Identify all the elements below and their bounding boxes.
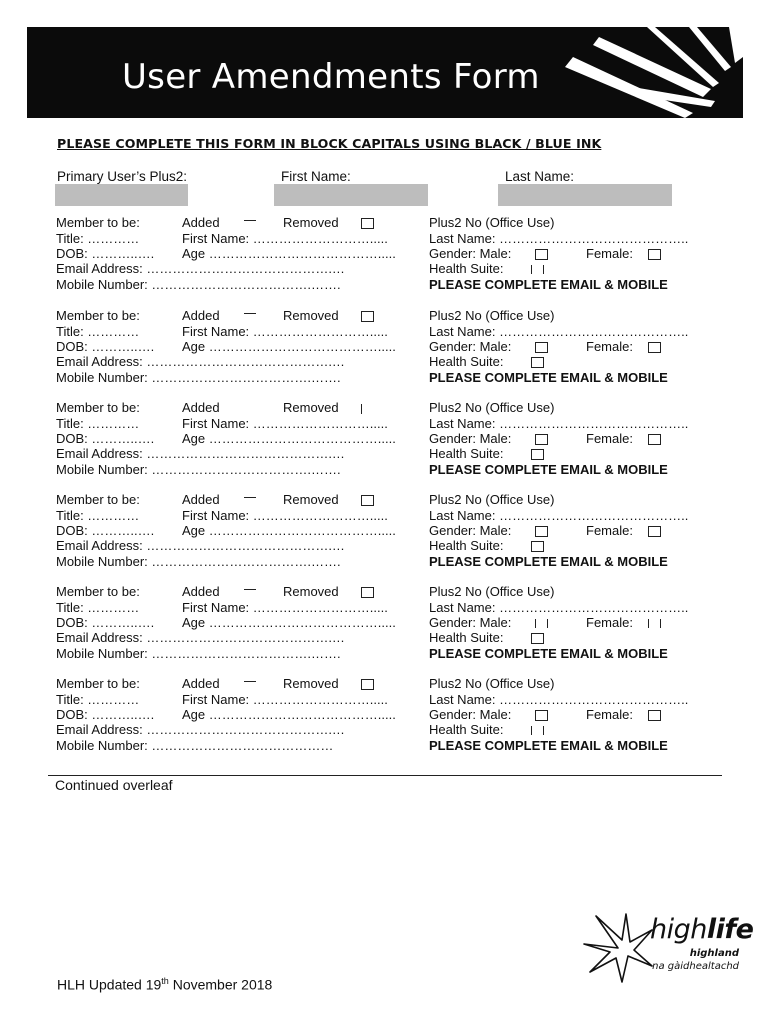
primary-plus2-label: Primary User’s Plus2: (57, 169, 188, 184)
email-field[interactable]: Email Address: …………………………………….… (56, 538, 345, 553)
health-suite-checkbox[interactable] (531, 541, 544, 552)
logo-wordmark: highlife (650, 914, 754, 945)
gender-male-label: Gender: Male: (429, 339, 512, 354)
female-label: Female: (586, 339, 633, 354)
plus2-office-label: Plus2 No (Office Use) (429, 492, 555, 507)
last-name-field[interactable]: Last Name: …………………………………….. (429, 324, 689, 339)
health-suite-checkbox[interactable] (531, 265, 544, 274)
email-mobile-notice: PLEASE COMPLETE EMAIL & MOBILE (429, 646, 668, 661)
primary-last-name-label: Last Name: (505, 169, 575, 184)
primary-first-name-label: First Name: (281, 169, 351, 184)
form-header (27, 27, 743, 118)
added-label: Added (182, 215, 220, 230)
email-mobile-notice: PLEASE COMPLETE EMAIL & MOBILE (429, 370, 668, 385)
male-checkbox[interactable] (535, 526, 548, 537)
removed-checkbox[interactable] (361, 587, 374, 598)
email-mobile-notice: PLEASE COMPLETE EMAIL & MOBILE (429, 738, 668, 753)
removed-checkbox[interactable] (361, 311, 374, 322)
health-suite-checkbox[interactable] (531, 449, 544, 460)
title-field[interactable]: Title: ………… (56, 231, 140, 246)
dob-field[interactable]: DOB: ………..…. (56, 523, 155, 538)
dob-field[interactable]: DOB: ………..…. (56, 707, 155, 722)
removed-label: Removed (283, 400, 339, 415)
gender-male-label: Gender: Male: (429, 615, 512, 630)
health-suite-label: Health Suite: (429, 261, 504, 276)
mobile-field[interactable]: Mobile Number: …………………………………… (56, 738, 334, 753)
health-suite-label: Health Suite: (429, 354, 504, 369)
member-to-be-label: Member to be: (56, 308, 140, 323)
health-suite-label: Health Suite: (429, 630, 504, 645)
first-name-field[interactable]: First Name: ………………………..... (182, 508, 388, 523)
added-checkbox[interactable] (244, 313, 256, 321)
plus2-office-label: Plus2 No (Office Use) (429, 215, 555, 230)
health-suite-label: Health Suite: (429, 446, 504, 461)
first-name-field[interactable]: First Name: ………………………..... (182, 231, 388, 246)
added-label: Added (182, 400, 220, 415)
mobile-field[interactable]: Mobile Number: ……………………………….……. (56, 370, 341, 385)
email-field[interactable]: Email Address: …………………………………….… (56, 630, 345, 645)
plus2-office-label: Plus2 No (Office Use) (429, 584, 555, 599)
logo-subtitle-gaelic: na gàidhealtachd (652, 961, 739, 972)
member-block (0, 492, 770, 572)
removed-checkbox[interactable] (361, 679, 374, 690)
dob-field[interactable]: DOB: ………..…. (56, 339, 155, 354)
form-title: User Amendments Form (122, 57, 540, 97)
member-to-be-label: Member to be: (56, 492, 140, 507)
male-checkbox[interactable] (535, 434, 548, 445)
title-field[interactable]: Title: ………… (56, 324, 140, 339)
email-mobile-notice: PLEASE COMPLETE EMAIL & MOBILE (429, 554, 668, 569)
added-label: Added (182, 492, 220, 507)
member-to-be-label: Member to be: (56, 676, 140, 691)
title-field[interactable]: Title: ………… (56, 600, 140, 615)
male-checkbox[interactable] (535, 342, 548, 353)
mobile-field[interactable]: Mobile Number: ……………………………….……. (56, 646, 341, 661)
brand-burst-graphic (543, 27, 743, 118)
age-field[interactable]: Age …………………………………..... (182, 615, 396, 630)
added-label: Added (182, 676, 220, 691)
female-checkbox[interactable] (648, 526, 661, 537)
last-name-field[interactable]: Last Name: …………………………………….. (429, 416, 689, 431)
mobile-field[interactable]: Mobile Number: ……………………………….……. (56, 462, 341, 477)
removed-checkbox[interactable] (361, 218, 374, 229)
last-name-field[interactable]: Last Name: …………………………………….. (429, 508, 689, 523)
email-field[interactable]: Email Address: …………………………………….… (56, 354, 345, 369)
removed-label: Removed (283, 215, 339, 230)
gender-male-label: Gender: Male: (429, 707, 512, 722)
dob-field[interactable]: DOB: ………..…. (56, 431, 155, 446)
first-name-field[interactable]: First Name: ………………………..... (182, 324, 388, 339)
primary-plus2-field[interactable] (55, 184, 188, 206)
first-name-field[interactable]: First Name: ………………………..... (182, 600, 388, 615)
male-checkbox[interactable] (535, 619, 548, 628)
first-name-field[interactable]: First Name: ………………………..... (182, 416, 388, 431)
female-label: Female: (586, 707, 633, 722)
removed-label: Removed (283, 308, 339, 323)
removed-checkbox[interactable] (361, 404, 362, 414)
removed-checkbox[interactable] (361, 495, 374, 506)
male-checkbox[interactable] (535, 710, 548, 721)
age-field[interactable]: Age …………………………………..... (182, 246, 396, 261)
email-field[interactable]: Email Address: …………………………………….… (56, 261, 345, 276)
member-to-be-label: Member to be: (56, 215, 140, 230)
added-checkbox[interactable] (244, 589, 256, 597)
female-checkbox[interactable] (648, 619, 661, 628)
section-divider (48, 775, 722, 776)
last-name-field[interactable]: Last Name: …………………………………….. (429, 231, 689, 246)
female-checkbox[interactable] (648, 710, 661, 721)
primary-first-name-field[interactable] (274, 184, 428, 206)
gender-male-label: Gender: Male: (429, 431, 512, 446)
member-block (0, 400, 770, 480)
member-to-be-label: Member to be: (56, 584, 140, 599)
member-block (0, 308, 770, 388)
removed-label: Removed (283, 584, 339, 599)
dob-field[interactable]: DOB: ………..…. (56, 246, 155, 261)
instructions-text: PLEASE COMPLETE THIS FORM IN BLOCK CAPITALS USING BLACK / BLUE INK (57, 136, 602, 151)
email-field[interactable]: Email Address: …………………………………….… (56, 446, 345, 461)
removed-label: Removed (283, 676, 339, 691)
female-label: Female: (586, 523, 633, 538)
member-block (0, 584, 770, 664)
plus2-office-label: Plus2 No (Office Use) (429, 308, 555, 323)
title-field[interactable]: Title: ………… (56, 508, 140, 523)
starburst-icon (582, 910, 654, 985)
mobile-field[interactable]: Mobile Number: ……………………………….……. (56, 554, 341, 569)
logo-subtitle-english: highland (689, 948, 739, 959)
female-checkbox[interactable] (648, 342, 661, 353)
last-name-field[interactable]: Last Name: …………………………………….. (429, 600, 689, 615)
added-checkbox[interactable] (244, 220, 256, 228)
member-block (0, 215, 770, 295)
removed-label: Removed (283, 492, 339, 507)
email-field[interactable]: Email Address: …………………………………….… (56, 722, 345, 737)
member-to-be-label: Member to be: (56, 400, 140, 415)
gender-male-label: Gender: Male: (429, 246, 512, 261)
mobile-field[interactable]: Mobile Number: ……………………………….……. (56, 277, 341, 292)
health-suite-checkbox[interactable] (531, 726, 544, 735)
plus2-office-label: Plus2 No (Office Use) (429, 676, 555, 691)
age-field[interactable]: Age …………………………………..... (182, 431, 396, 446)
male-checkbox[interactable] (535, 249, 548, 260)
last-name-field[interactable]: Last Name: …………………………………….. (429, 692, 689, 707)
email-mobile-notice: PLEASE COMPLETE EMAIL & MOBILE (429, 462, 668, 477)
title-field[interactable]: Title: ………… (56, 692, 140, 707)
added-checkbox[interactable] (244, 497, 256, 505)
female-checkbox[interactable] (648, 249, 661, 260)
female-label: Female: (586, 431, 633, 446)
primary-last-name-field[interactable] (498, 184, 672, 206)
health-suite-label: Health Suite: (429, 722, 504, 737)
continued-overleaf-note: Continued overleaf (55, 777, 173, 793)
dob-field[interactable]: DOB: ………..…. (56, 615, 155, 630)
female-checkbox[interactable] (648, 434, 661, 445)
plus2-office-label: Plus2 No (Office Use) (429, 400, 555, 415)
added-label: Added (182, 308, 220, 323)
age-field[interactable]: Age …………………………………..... (182, 523, 396, 538)
health-suite-checkbox[interactable] (531, 633, 544, 644)
female-label: Female: (586, 246, 633, 261)
gender-male-label: Gender: Male: (429, 523, 512, 538)
age-field[interactable]: Age …………………………………..... (182, 339, 396, 354)
age-field[interactable]: Age …………………………………..... (182, 707, 396, 722)
highlife-logo (582, 910, 754, 985)
footer-updated-date: HLH Updated 19th November 2018 (57, 976, 273, 993)
title-field[interactable]: Title: ………… (56, 416, 140, 431)
health-suite-checkbox[interactable] (531, 357, 544, 368)
first-name-field[interactable]: First Name: ………………………..... (182, 692, 388, 707)
member-block (0, 676, 770, 756)
added-label: Added (182, 584, 220, 599)
health-suite-label: Health Suite: (429, 538, 504, 553)
female-label: Female: (586, 615, 633, 630)
email-mobile-notice: PLEASE COMPLETE EMAIL & MOBILE (429, 277, 668, 292)
added-checkbox[interactable] (244, 681, 256, 689)
